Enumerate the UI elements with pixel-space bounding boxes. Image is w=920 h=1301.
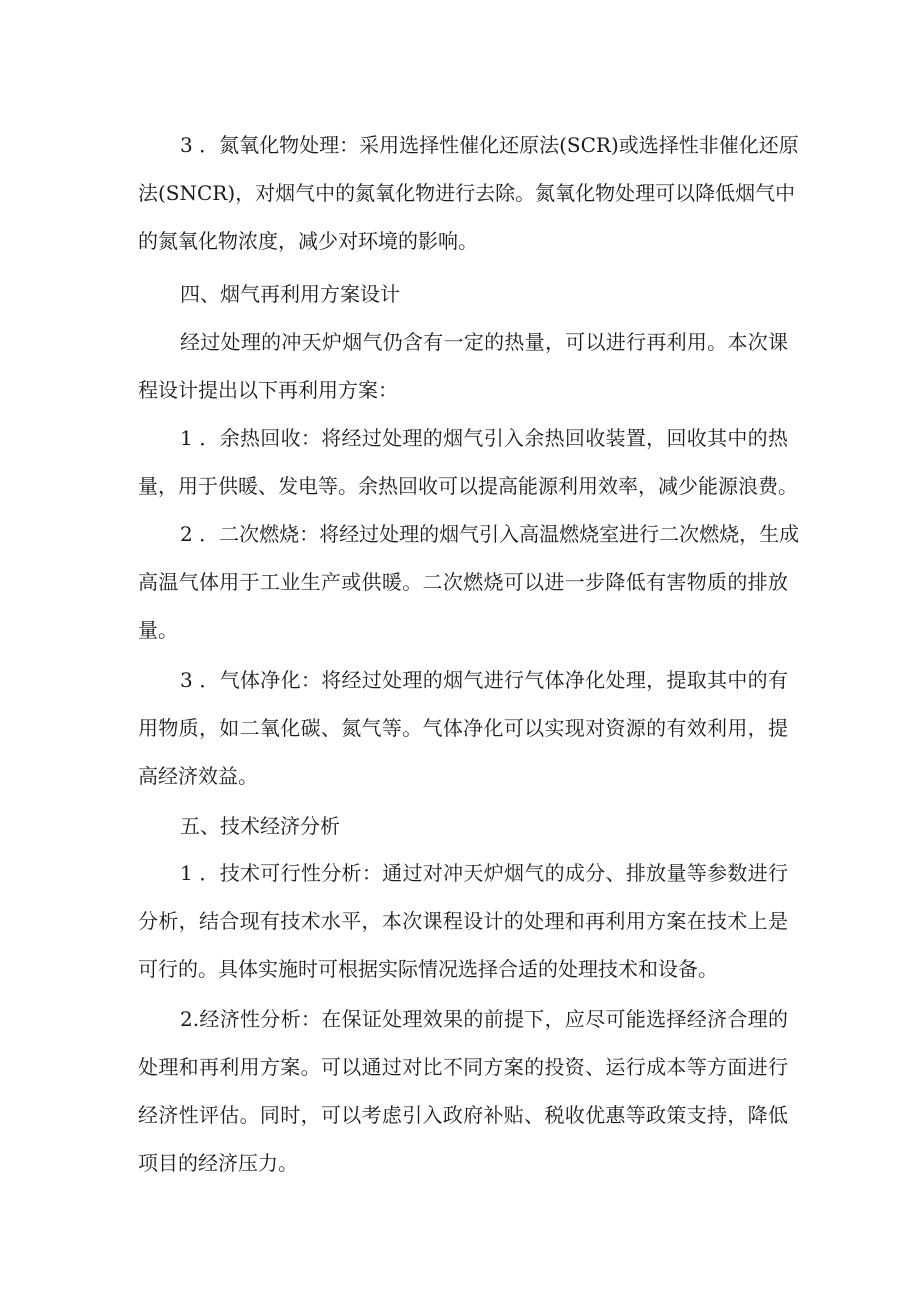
paragraph-nox-treatment — [138, 121, 799, 265]
paragraph-waste-heat-recovery — [138, 414, 798, 510]
text-line: 用物质，如二氧化碳、氮气等。气体净化可以实现对资源的有效利用，提 — [138, 716, 788, 740]
text-line: 项目的经济压力。 — [138, 1151, 298, 1175]
text-line: 2 ．二次燃烧：将经过处理的烟气引入高温燃烧室进行二次燃烧，生成 — [180, 522, 800, 546]
heading-text: 四、烟气再利用方案设计 — [180, 282, 400, 306]
text-line: 可行的。具体实施时可根据实际情况选择合适的处理技术和设备。 — [138, 957, 718, 981]
text-line: 经济性评估。同时，可以考虑引入政府补贴、税收优惠等政策支持，降低 — [138, 1103, 788, 1127]
text-line: 的氮氧化物浓度，减少对环境的影响。 — [138, 229, 478, 253]
paragraph-gas-purification — [138, 656, 788, 800]
text-line: 分析，结合现有技术水平，本次课程设计的处理和再利用方案在技术上是 — [138, 909, 788, 933]
text-line: 高温气体用于工业生产或供暖。二次燃烧可以进一步降低有害物质的排放 — [138, 570, 788, 594]
text-line: 量。 — [138, 618, 178, 642]
text-line: 2.经济性分析：在保证处理效果的前提下，应尽可能选择经济合理的 — [180, 1007, 788, 1031]
section-heading-reuse-design — [138, 270, 788, 318]
text-line: 1 ．余热回收：将经过处理的烟气引入余热回收装置，回收其中的热 — [180, 426, 788, 450]
paragraph-economic-analysis — [138, 995, 788, 1187]
text-line: 经过处理的冲天炉烟气仍含有一定的热量，可以进行再利用。本次课 — [180, 330, 788, 354]
text-line: 量，用于供暖、发电等。余热回收可以提高能源利用效率，减少能源浪费。 — [138, 474, 798, 498]
paragraph-reuse-intro — [138, 318, 788, 414]
text-line: 3 ．氮氧化物处理：采用选择性催化还原法(SCR)或选择性非催化还原 — [180, 133, 799, 157]
heading-text: 五、技术经济分析 — [180, 814, 340, 838]
text-line: 处理和再利用方案。可以通过对比不同方案的投资、运行成本等方面进行 — [138, 1055, 788, 1079]
section-heading-tech-economic — [138, 802, 788, 850]
text-line: 高经济效益。 — [138, 764, 258, 788]
paragraph-technical-feasibility — [138, 849, 788, 993]
text-line: 3 ．气体净化：将经过处理的烟气进行气体净化处理，提取其中的有 — [180, 668, 788, 692]
paragraph-secondary-combustion — [138, 510, 800, 654]
text-line: 法(SNCR)，对烟气中的氮氧化物进行去除。氮氧化物处理可以降低烟气中 — [138, 181, 796, 205]
text-line: 1 ．技术可行性分析：通过对冲天炉烟气的成分、排放量等参数进行 — [180, 861, 788, 885]
text-line: 程设计提出以下再利用方案： — [138, 378, 398, 402]
